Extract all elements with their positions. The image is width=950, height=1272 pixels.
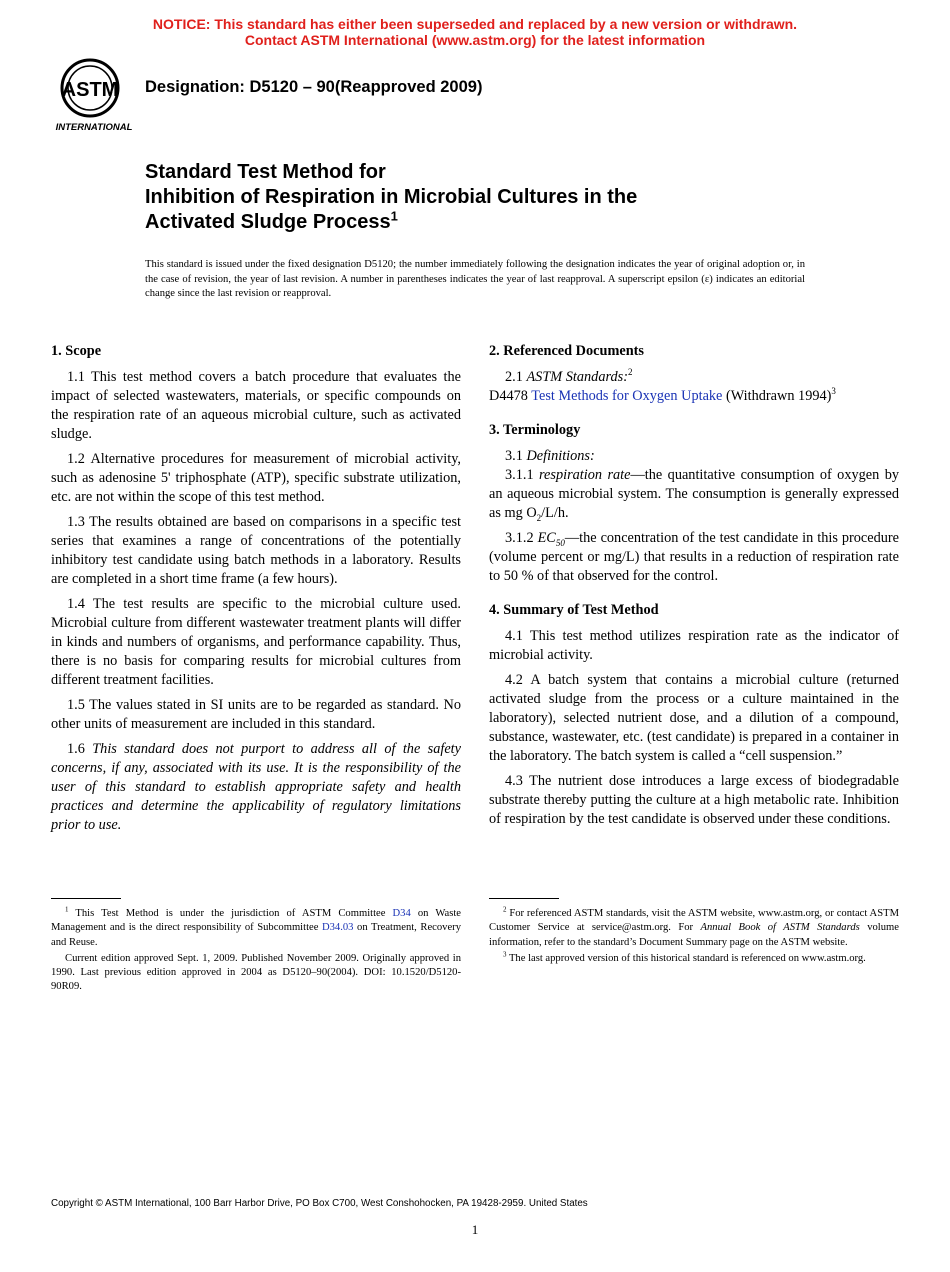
footnote-ref-3[interactable]: 3 bbox=[831, 386, 836, 397]
subscript-2: 2 bbox=[536, 512, 542, 523]
section-heading-summary: 4. Summary of Test Method bbox=[489, 602, 659, 618]
footnote-edition: Current edition approved Sept. 1, 2009. Published November 2009. Originally approved in 1990. Last previous edition approved in 2004 as D5120–90(2004). DOI: 10.1520/D5120-90R09. bbox=[51, 952, 461, 993]
logo-text-top: ASTM bbox=[61, 79, 119, 101]
footnote-2-book-title: Annual Book of ASTM Standards bbox=[700, 922, 860, 934]
paragraph-3-1-1-number: 3.1.1 bbox=[505, 467, 540, 483]
term-respiration-rate: respiration rate bbox=[539, 467, 631, 483]
footnote-3-text: The last approved version of this historical standard is referenced on www.astm.org. bbox=[506, 952, 866, 964]
section-heading-scope: 1. Scope bbox=[51, 343, 102, 359]
paragraph-2-1-number: 2.1 bbox=[505, 369, 527, 385]
definition-ec50: —the concentration of the test candidate in this procedure (volume percent or mg/L) that results in a reduction of respiration rate to 50 % of that observed for the control. bbox=[489, 530, 900, 584]
footnote-2-text-a: For referenced ASTM standards, visit the ASTM website, www.astm.org, or contact ASTM Customer Service at service@astm.org. For bbox=[489, 908, 899, 934]
right-column bbox=[489, 341, 899, 835]
copyright-notice: Copyright © ASTM International, 100 Barr Harbor Drive, PO Box C700, West Conshohocken, PA 19428-2959. United States bbox=[51, 1198, 588, 1209]
paragraph-1-2: 1.2 Alternative procedures for measurement of microbial activity, such as adenosine 5' triphosphate (ATP), specific substrate utilization, etc. are not within the scope of this test method. bbox=[51, 451, 461, 505]
committee-link-d34[interactable]: D34 bbox=[392, 908, 411, 919]
paragraph-2-1 bbox=[489, 368, 899, 387]
footnote-rule-right bbox=[489, 898, 559, 899]
section-heading-referenced-documents: 2. Referenced Documents bbox=[489, 343, 644, 359]
reference-d4478 bbox=[489, 387, 899, 406]
paragraph-1-6 bbox=[51, 740, 461, 835]
preamble: This standard is issued under the fixed designation D5120; the number immediately following the designation indicates the year of original adoption or, in the case of revision, the year of last revision. A number in parentheses indicates the year of last reapproval. A superscript epsilon (ε) indicates an editorial change since the last revision or reapproval. bbox=[145, 259, 805, 299]
footnote-1-text-a: This Test Method is under the jurisdiction of ASTM Committee bbox=[68, 908, 393, 919]
paragraph-3-1-2 bbox=[489, 529, 899, 586]
definition-respiration-rate: —the quantitative consumption of oxygen by an aqueous microbial system. The consumption is generally expressed as mg O bbox=[489, 467, 899, 521]
reference-code: D4478 bbox=[489, 388, 532, 404]
footnote-1-text-b: on Waste Management and is the direct responsibility of Subcommittee bbox=[51, 908, 461, 934]
withdrawal-notice bbox=[0, 16, 950, 48]
astm-international-logo bbox=[52, 58, 136, 134]
astm-logo-icon bbox=[52, 58, 136, 134]
reference-status: (Withdrawn 1994) bbox=[722, 388, 832, 404]
title-footnote-ref[interactable]: 1 bbox=[390, 208, 398, 224]
paragraph-2-1-text: ASTM Standards: bbox=[526, 369, 628, 385]
footnotes-left bbox=[51, 907, 461, 997]
paragraph-3-1 bbox=[489, 447, 899, 466]
footnote-1-text-c: on Treatment, Recovery and Reuse. bbox=[51, 922, 461, 948]
definition-units: /L/h. bbox=[541, 505, 569, 521]
paragraph-1-1: 1.1 This test method covers a batch procedure that evaluates the impact of selected wastewaters, materials, or specific compounds on the respiration rate of an aqueous microbial culture, such as activated sludge. bbox=[51, 369, 461, 442]
footnote-3-marker: 3 bbox=[503, 950, 507, 959]
footnote-1 bbox=[51, 907, 461, 950]
logo-text-bottom: INTERNATIONAL bbox=[55, 122, 133, 133]
reference-link-d4478[interactable]: Test Methods for Oxygen Uptake bbox=[531, 388, 723, 404]
footnote-2-text-b: volume information, refer to the standard’s Document Summary page on the ASTM website. bbox=[489, 922, 899, 948]
paragraph-4-3: 4.3 The nutrient dose introduces a large excess of biodegradable substrate thereby putting the culture at a high metabolic rate. Inhibition of respiration by the test candidate is observed under these conditions. bbox=[489, 773, 899, 827]
title-line-2: Inhibition of Respiration in Microbial Cultures in the bbox=[145, 186, 638, 208]
paragraph-1-6-text: This standard does not purport to address all of the safety concerns, if any, associated with its use. It is the responsibility of the user of this standard to establish appropriate safety and health practices and determine the applicability of regulatory limitations prior to use. bbox=[51, 741, 461, 833]
paragraph-3-1-text: Definitions: bbox=[526, 448, 595, 464]
paragraph-4-1: 4.1 This test method utilizes respiration rate as the indicator of microbial activity. bbox=[489, 628, 899, 663]
page-number: 1 bbox=[471, 1222, 479, 1237]
footnote-rule-left bbox=[51, 898, 121, 899]
footnote-1-marker: 1 bbox=[65, 905, 69, 914]
subscript-50: 50 bbox=[555, 537, 565, 548]
title-line-1: Standard Test Method for bbox=[145, 161, 386, 183]
left-column bbox=[51, 341, 461, 841]
paragraph-1-4: 1.4 The test results are specific to the microbial culture used. Microbial culture from different wastewater treatment plants will differ in kinds and numbers of organisms, and performance capability. Thus, there is no basis for comparing results for microbial cultures from different treatment facilities. bbox=[51, 596, 461, 688]
section-heading-terminology: 3. Terminology bbox=[489, 422, 581, 438]
paragraph-3-1-2-number: 3.1.2 bbox=[505, 530, 538, 546]
paragraph-1-3: 1.3 The results obtained are based on comparisons in a specific test series that examines a range of concentrations of the potentially inhibitory test candidate using batch methods in a laboratory. Results are completed in a short time frame (a few hours). bbox=[51, 514, 461, 587]
paragraph-3-1-1 bbox=[489, 466, 899, 523]
notice-line-2: Contact ASTM International (www.astm.org) for the latest information bbox=[244, 32, 706, 48]
footnote-2 bbox=[489, 907, 899, 950]
notice-line-1: NOTICE: This standard has either been superseded and replaced by a new version or withdrawn. bbox=[152, 16, 798, 32]
paragraph-1-5: 1.5 The values stated in SI units are to be regarded as standard. No other units of measurement are included in this standard. bbox=[51, 697, 461, 732]
paragraph-4-2: 4.2 A batch system that contains a microbial culture (returned activated sludge from the process or a culture maintained in the laboratory), selected nutrient dose, and a dilution of a compound, substance, wastewater, etc. (test candidate) is prepared in a container in the laboratory. The batch system is called a “cell suspension.” bbox=[489, 672, 899, 764]
footnote-2-marker: 2 bbox=[503, 905, 507, 914]
footnotes-right bbox=[489, 907, 899, 968]
document-title bbox=[145, 160, 637, 235]
designation: Designation: D5120 – 90(Reapproved 2009) bbox=[145, 78, 483, 96]
subcommittee-link-d34-03[interactable]: D34.03 bbox=[321, 922, 354, 934]
title-line-3-text: Activated Sludge Process bbox=[145, 211, 391, 233]
term-ec50: EC bbox=[537, 530, 556, 546]
paragraph-1-6-number: 1.6 bbox=[67, 741, 93, 757]
footnote-3 bbox=[489, 952, 899, 966]
paragraph-3-1-number: 3.1 bbox=[505, 448, 527, 464]
footnote-ref-2[interactable]: 2 bbox=[628, 367, 633, 378]
title-line-3 bbox=[145, 210, 637, 235]
